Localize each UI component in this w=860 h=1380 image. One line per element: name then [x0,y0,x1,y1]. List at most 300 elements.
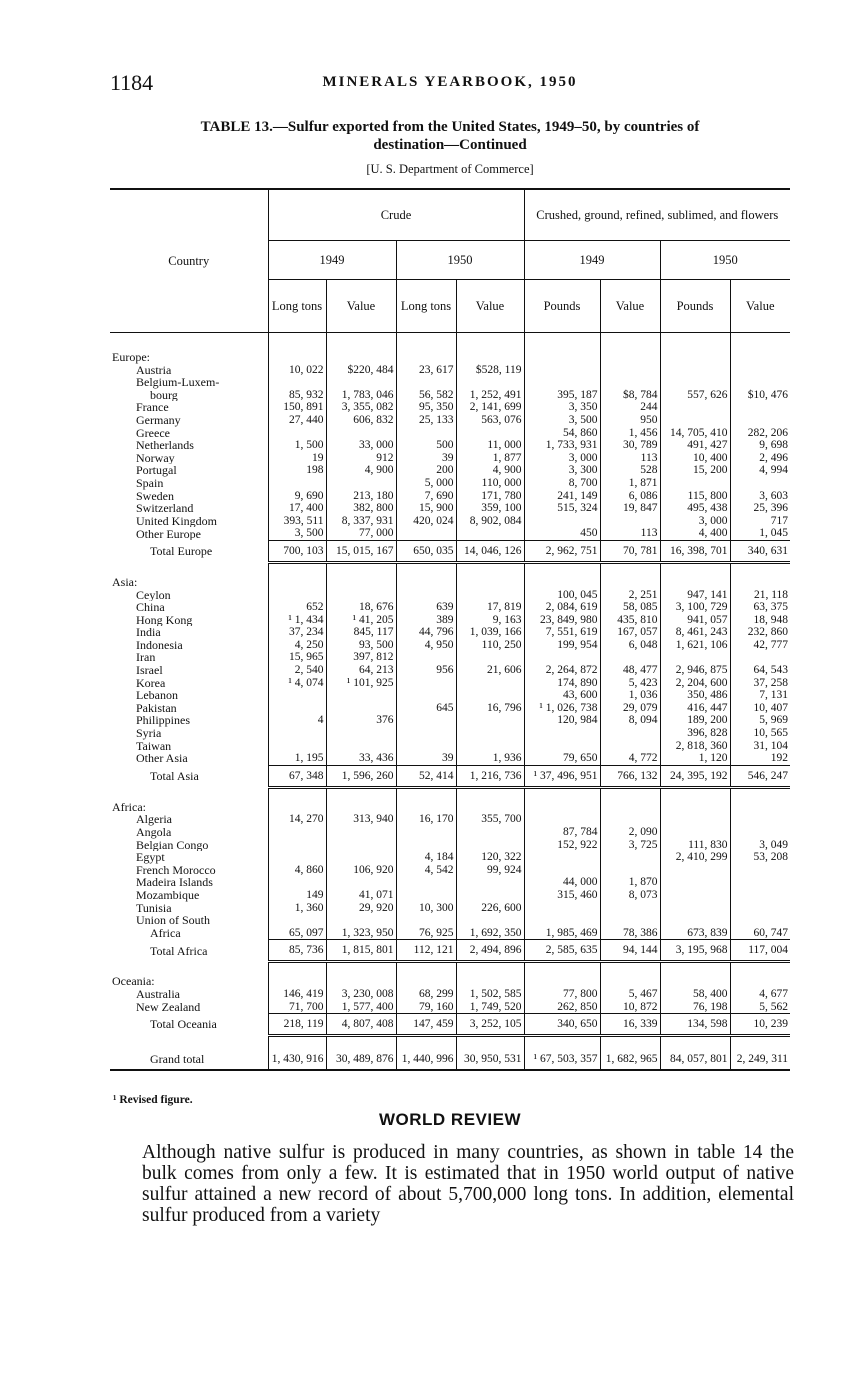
value-cell: 16, 398, 701 [660,540,730,562]
value-cell: 7, 690 [396,490,456,503]
value-cell: 58, 400 [660,988,730,1001]
value-cell: 420, 024 [396,515,456,528]
value-cell: 120, 984 [524,714,600,727]
value-cell: 528 [600,464,660,477]
country-cell: Belgium-Luxem- [136,376,220,389]
value-cell: 495, 438 [660,502,730,515]
value-cell: 500 [396,439,456,452]
value-cell: $8, 784 [600,389,660,402]
table-row [110,714,790,727]
value-cell: 63, 375 [730,601,790,614]
value-cell: 30, 789 [600,439,660,452]
value-cell: 68, 299 [396,988,456,1001]
value-cell: 15, 015, 167 [326,540,396,562]
value-cell: 87, 784 [524,826,600,839]
value-cell: ¹ 1, 026, 738 [524,702,600,715]
country-cell: Total Europe [150,544,213,559]
value-cell: ¹ 67, 503, 357 [524,1049,600,1070]
value-cell [660,876,730,889]
value-cell [268,477,326,490]
value-cell [730,477,790,490]
country-cell: Australia [136,987,180,1001]
country-cell: Union of South [136,914,211,927]
value-cell: 4, 900 [326,464,396,477]
country-cell: Germany [136,413,181,427]
value-cell: 4, 807, 408 [326,1014,396,1036]
value-cell [730,801,790,814]
value-cell [524,576,600,589]
value-cell [456,677,524,690]
value-cell: 5, 467 [600,988,660,1001]
value-cell: 1, 440, 996 [396,1049,456,1070]
value-cell: 8, 461, 243 [660,626,730,639]
value-cell [456,376,524,389]
country-cell: Portugal [136,464,177,477]
value-cell [456,914,524,927]
value-cell: 313, 940 [326,813,396,826]
pounds-header: Pounds [660,280,730,333]
value-cell: 19, 847 [600,502,660,515]
value-cell: 24, 395, 192 [660,765,730,787]
value-cell [456,689,524,702]
country-cell: Norway [136,451,175,465]
value-cell [730,914,790,927]
value-cell [268,576,326,589]
country-cell: Belgian Congo [136,838,209,852]
value-cell: 1, 120 [660,752,730,765]
value-cell [600,801,660,814]
value-cell: 941, 057 [660,614,730,627]
value-cell: 2, 496 [730,452,790,465]
value-cell: 117, 004 [730,940,790,962]
value-cell [396,876,456,889]
value-cell: 31, 104 [730,740,790,753]
value-cell: 5, 969 [730,714,790,727]
value-cell [524,864,600,877]
value-cell: 199, 954 [524,639,600,652]
value-cell: 200 [396,464,456,477]
value-cell: 7, 131 [730,689,790,702]
country-cell: China [136,601,165,614]
value-cell [396,351,456,364]
table-row [110,889,790,902]
total-row [110,765,790,787]
crushed-1950-header: 1950 [660,241,790,280]
value-cell [268,727,326,740]
value-cell: 3, 049 [730,839,790,852]
region-row [110,576,790,589]
value-cell: 10, 239 [730,1014,790,1036]
value-cell: 39 [396,752,456,765]
table-row [110,851,790,864]
value-cell: 18, 676 [326,601,396,614]
table-row [110,401,790,414]
value-cell: 25, 133 [396,414,456,427]
value-cell: 99, 924 [456,864,524,877]
table-row [110,515,790,528]
value-cell: 41, 071 [326,889,396,902]
value-cell [268,839,326,852]
country-cell: France [136,401,169,414]
country-cell: Philippines [136,714,191,728]
value-cell [268,376,326,389]
country-cell: Europe: [112,351,150,364]
value-cell: 10, 872 [600,1001,660,1014]
value-cell: 3, 725 [600,839,660,852]
value-cell: 134, 598 [660,1014,730,1036]
country-cell: bourg [150,388,178,402]
country-cell: Mozambique [136,888,200,902]
value-cell [456,427,524,440]
value-cell: 1, 036 [600,689,660,702]
value-cell: 4, 184 [396,851,456,864]
value-cell [730,401,790,414]
value-cell: $10, 476 [730,389,790,402]
table-source: [U. S. Department of Commerce] [366,162,534,176]
value-cell [456,889,524,902]
value-cell [524,851,600,864]
value-cell: 10, 300 [396,902,456,915]
value-cell [730,813,790,826]
table-row [110,364,790,377]
value-cell: 3, 500 [524,414,600,427]
country-cell: Korea [136,676,166,690]
value-cell [600,851,660,864]
crushed-1949-header: 1949 [524,241,660,280]
body-paragraph: Although native sulfur is produced in many countries, as shown in table 14 the bulk comes from only a few. It is estimated that in 1950 world output of native sulfur attained a new record of about 5,700,000 long tons. In addition, elemental sulfur produced from a variety [142,1142,794,1226]
value-header: Value [730,280,790,333]
value-cell: 25, 396 [730,502,790,515]
value-cell [268,914,326,927]
value-cell: 5, 562 [730,1001,790,1014]
table-row [110,389,790,402]
value-cell: 15, 900 [396,502,456,515]
value-cell: 79, 160 [396,1001,456,1014]
value-cell [456,876,524,889]
value-cell [600,914,660,927]
value-cell: 115, 800 [660,490,730,503]
table-row [110,1001,790,1014]
value-cell: 416, 447 [660,702,730,715]
value-cell: 1, 682, 965 [600,1049,660,1070]
country-cell: Other Asia [136,752,188,766]
table-row [110,589,790,602]
value-cell: 110, 000 [456,477,524,490]
value-cell: 94, 144 [600,940,660,962]
value-cell: 8, 094 [600,714,660,727]
table-row [110,376,790,389]
value-cell: 146, 419 [268,988,326,1001]
value-cell [456,801,524,814]
value-cell [730,864,790,877]
long-tons-header: Long tons [396,280,456,333]
value-cell: 2, 251 [600,589,660,602]
value-cell: 340, 631 [730,540,790,562]
value-cell [326,727,396,740]
value-cell [456,576,524,589]
value-cell [396,677,456,690]
value-cell: $528, 119 [456,364,524,377]
country-cell: Pakistan [136,701,177,715]
value-cell [730,651,790,664]
total-row [110,540,790,562]
value-cell: 1, 936 [456,752,524,765]
value-cell: 435, 810 [600,614,660,627]
value-cell: 2, 818, 360 [660,740,730,753]
value-cell: 241, 149 [524,490,600,503]
value-cell [660,813,730,826]
grand-total-row [110,1049,790,1070]
value-cell: 14, 046, 126 [456,540,524,562]
value-cell: ¹ 1, 434 [268,614,326,627]
value-cell: 2, 141, 699 [456,401,524,414]
table-body [110,333,790,1071]
value-cell: 700, 103 [268,540,326,562]
value-cell [600,813,660,826]
value-cell [268,427,326,440]
table-row [110,414,790,427]
long-tons-header: Long tons [268,280,326,333]
value-cell: 673, 839 [660,927,730,940]
table-caption-line-2: destination—Continued [373,137,527,153]
value-cell: 1, 252, 491 [456,389,524,402]
value-cell: 1, 871 [600,477,660,490]
table-row [110,914,790,927]
value-cell [326,975,396,988]
table-row [110,876,790,889]
table-row [110,614,790,627]
value-cell: 120, 322 [456,851,524,864]
country-cell: Africa: [112,800,146,814]
value-cell: 350, 486 [660,689,730,702]
table-row [110,477,790,490]
value-cell [396,651,456,664]
value-cell: 54, 860 [524,427,600,440]
table-row [110,927,790,940]
value-cell [456,351,524,364]
value-cell: 33, 436 [326,752,396,765]
value-cell: 4 [268,714,326,727]
value-cell: 113 [600,527,660,540]
value-cell: 30, 489, 876 [326,1049,396,1070]
value-cell: 950 [600,414,660,427]
value-cell: 2, 946, 875 [660,664,730,677]
value-cell [326,839,396,852]
value-cell [730,975,790,988]
value-cell: 2, 264, 872 [524,664,600,677]
value-cell: 1, 500 [268,439,326,452]
value-cell [660,376,730,389]
value-header: Value [600,280,660,333]
value-cell: 395, 187 [524,389,600,402]
value-cell [396,427,456,440]
value-cell [326,376,396,389]
value-cell: ¹ 41, 205 [326,614,396,627]
value-cell [326,826,396,839]
value-cell [730,414,790,427]
value-cell [600,351,660,364]
spacer-row [110,787,790,795]
value-cell: 53, 208 [730,851,790,864]
value-cell: ¹ 4, 074 [268,677,326,690]
value-cell: 58, 085 [600,601,660,614]
table-row [110,702,790,715]
value-cell [456,740,524,753]
table-row [110,752,790,765]
value-cell: 8, 073 [600,889,660,902]
value-cell: 1, 621, 106 [660,639,730,652]
value-cell: 8, 700 [524,477,600,490]
value-cell: ¹ 101, 925 [326,677,396,690]
value-cell [524,813,600,826]
value-cell [524,364,600,377]
value-cell: 150, 891 [268,401,326,414]
value-cell [600,864,660,877]
country-cell: India [136,626,161,639]
country-cell: Indonesia [136,638,183,652]
value-cell: 4, 950 [396,639,456,652]
value-cell: 67, 348 [268,765,326,787]
value-cell: 19 [268,452,326,465]
value-cell: 3, 500 [268,527,326,540]
value-cell [268,702,326,715]
value-cell [660,401,730,414]
value-cell: 85, 736 [268,940,326,962]
country-column-header: Country [110,189,268,333]
country-cell: Israel [136,664,163,677]
value-cell: 650, 035 [396,540,456,562]
value-cell: 33, 000 [326,439,396,452]
value-cell: 355, 700 [456,813,524,826]
value-cell [660,975,730,988]
value-cell: 1, 877 [456,452,524,465]
value-cell: 1, 870 [600,876,660,889]
value-cell: 4, 900 [456,464,524,477]
value-cell: 198 [268,464,326,477]
value-cell: 48, 477 [600,664,660,677]
value-cell: $220, 484 [326,364,396,377]
value-cell: 23, 617 [396,364,456,377]
value-cell: 1, 195 [268,752,326,765]
value-cell: 389 [396,614,456,627]
table-row [110,490,790,503]
country-cell: Hong Kong [136,613,193,627]
value-cell [396,826,456,839]
value-cell: 39 [396,452,456,465]
value-cell: 213, 180 [326,490,396,503]
running-head [110,70,790,100]
value-cell: 515, 324 [524,502,600,515]
table-caption-line-1: TABLE 13.—Sulfur exported from the United States, 1949–50, by countries of [200,119,700,135]
value-cell [456,589,524,602]
value-cell [326,351,396,364]
value-cell [524,376,600,389]
value-cell: 9, 690 [268,490,326,503]
value-cell: 1, 783, 046 [326,389,396,402]
country-cell: United Kingdom [136,514,217,528]
value-cell: 1, 045 [730,527,790,540]
value-cell: 1, 985, 469 [524,927,600,940]
value-cell: 491, 427 [660,439,730,452]
value-cell: 70, 781 [600,540,660,562]
value-cell: 112, 121 [396,940,456,962]
value-cell: 3, 252, 105 [456,1014,524,1036]
value-cell [524,351,600,364]
value-cell: 2, 540 [268,664,326,677]
value-cell: 8, 902, 084 [456,515,524,528]
table-row [110,464,790,477]
value-cell: 10, 407 [730,702,790,715]
country-cell: Austria [136,363,172,377]
value-cell: 4, 994 [730,464,790,477]
page-number: 1184 [110,70,154,95]
value-cell: 546, 247 [730,765,790,787]
crude-1949-header: 1949 [268,241,396,280]
value-cell: 3, 603 [730,490,790,503]
value-cell: 106, 920 [326,864,396,877]
value-cell: 52, 414 [396,765,456,787]
country-cell: Other Europe [136,527,201,541]
sulfur-export-table [110,188,790,1071]
country-cell: Asia: [112,575,138,589]
value-cell: 10, 400 [660,452,730,465]
value-cell: 2, 494, 896 [456,940,524,962]
value-cell: 93, 500 [326,639,396,652]
value-cell: 4, 250 [268,639,326,652]
value-cell: 21, 606 [456,664,524,677]
country-cell: Netherlands [136,439,194,452]
value-cell: 717 [730,515,790,528]
value-cell: 3, 195, 968 [660,940,730,962]
value-cell [326,589,396,602]
country-cell: Syria [136,727,162,740]
value-cell: 1, 360 [268,902,326,915]
value-cell [396,576,456,589]
value-cell [600,515,660,528]
value-cell: 376 [326,714,396,727]
value-cell [600,651,660,664]
value-cell: 4, 542 [396,864,456,877]
value-cell: 8, 337, 931 [326,515,396,528]
value-cell: 149 [268,889,326,902]
value-cell: 3, 000 [524,452,600,465]
value-cell [396,839,456,852]
value-cell: 450 [524,527,600,540]
table-row [110,839,790,852]
value-cell [600,975,660,988]
value-cell [524,515,600,528]
table-row [110,902,790,915]
value-cell: 42, 777 [730,639,790,652]
table-row [110,689,790,702]
value-cell: 947, 141 [660,589,730,602]
value-cell [396,740,456,753]
value-cell: 95, 350 [396,401,456,414]
country-cell: French Morocco [136,863,216,877]
value-cell: 192 [730,752,790,765]
value-cell: 563, 076 [456,414,524,427]
value-cell [524,727,600,740]
country-cell: Taiwan [136,739,172,753]
value-cell: 65, 097 [268,927,326,940]
value-cell [456,727,524,740]
value-cell [326,576,396,589]
value-cell [524,740,600,753]
value-cell [730,902,790,915]
table-row [110,651,790,664]
value-cell: 44, 796 [396,626,456,639]
country-cell: Total Oceania [150,1017,217,1032]
